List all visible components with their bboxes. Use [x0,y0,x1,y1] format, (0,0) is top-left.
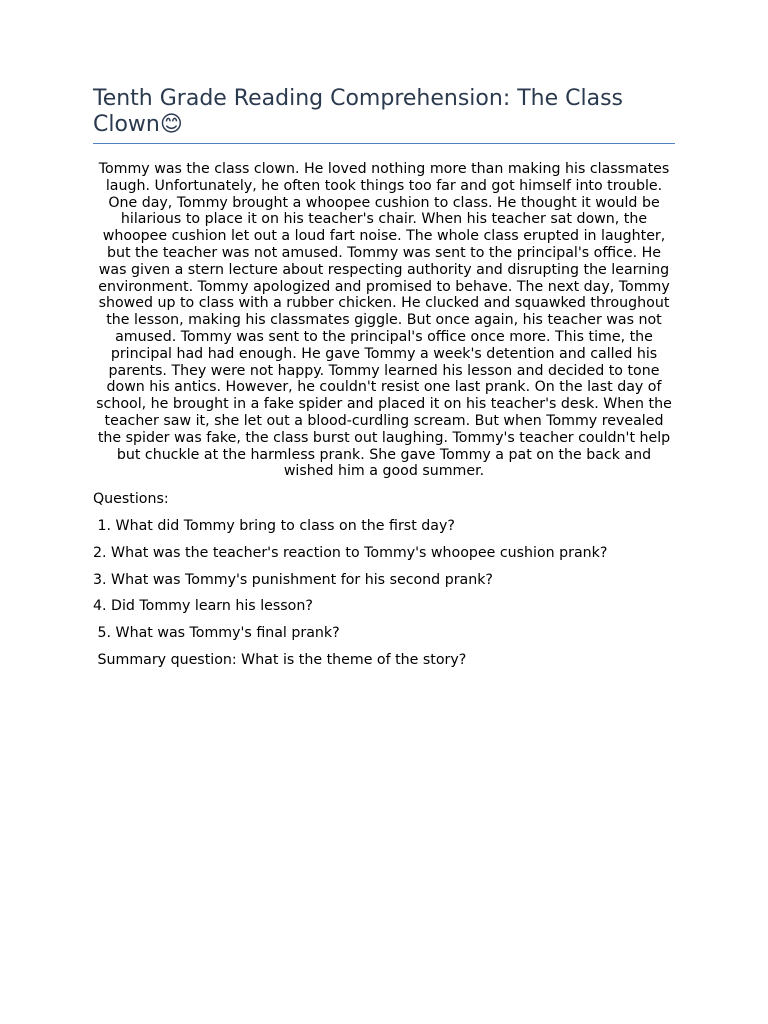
page-title: Tenth Grade Reading Comprehension: The Class Clown😊 [93,86,675,144]
question-4: 4. Did Tommy learn his lesson? [93,598,313,615]
story-passage: Tommy was the class clown. He loved nothing more than making his classmates laugh. Unfortunately, he often took things too far and got himself into trouble. One day, Tommy brought a whoopee cushion to class. He thought it would be hilarious to place it on his teacher's chair. When his teacher sat down, the whoopee cushion let out a loud fart noise. The whole class erupted in laughter, but the teacher was not amused. Tommy was sent to the principal's office. He was given a stern lecture about respecting authority and disrupting the learning environment. Tommy apologized and promised to behave. The next day, Tommy showed up to class with a rubber chicken. He clucked and squawked throughout the lesson, making his classmates giggle. But once again, his teacher was not amused. Tommy was sent to the principal's office once more. This time, the principal had had enough. He gave Tommy a week's detention and called his parents. They were not happy. Tommy learned his lesson and decided to tone down his antics. However, he couldn't resist one last prank. On the last day of school, he brought in a fake spider and placed it on his teacher's desk. When the teacher saw it, she let out a blood-curdling scream. But when Tommy revealed the spider was fake, the class burst out laughing. Tommy's teacher couldn't help but chuckle at the harmless prank. She gave Tommy a pat on the back and wished him a good summer. [96,161,672,480]
questions-heading: Questions: [93,491,169,508]
question-3: 3. What was Tommy's punishment for his second prank? [93,571,493,588]
question-1: 1. What did Tommy bring to class on the first day? [93,517,455,534]
document-page [93,86,675,669]
question-2: 2. What was the teacher's reaction to Tommy's whoopee cushion prank? [93,544,608,561]
summary-question: Summary question: What is the theme of the story? [93,651,467,668]
question-5: 5. What was Tommy's final prank? [93,625,340,642]
